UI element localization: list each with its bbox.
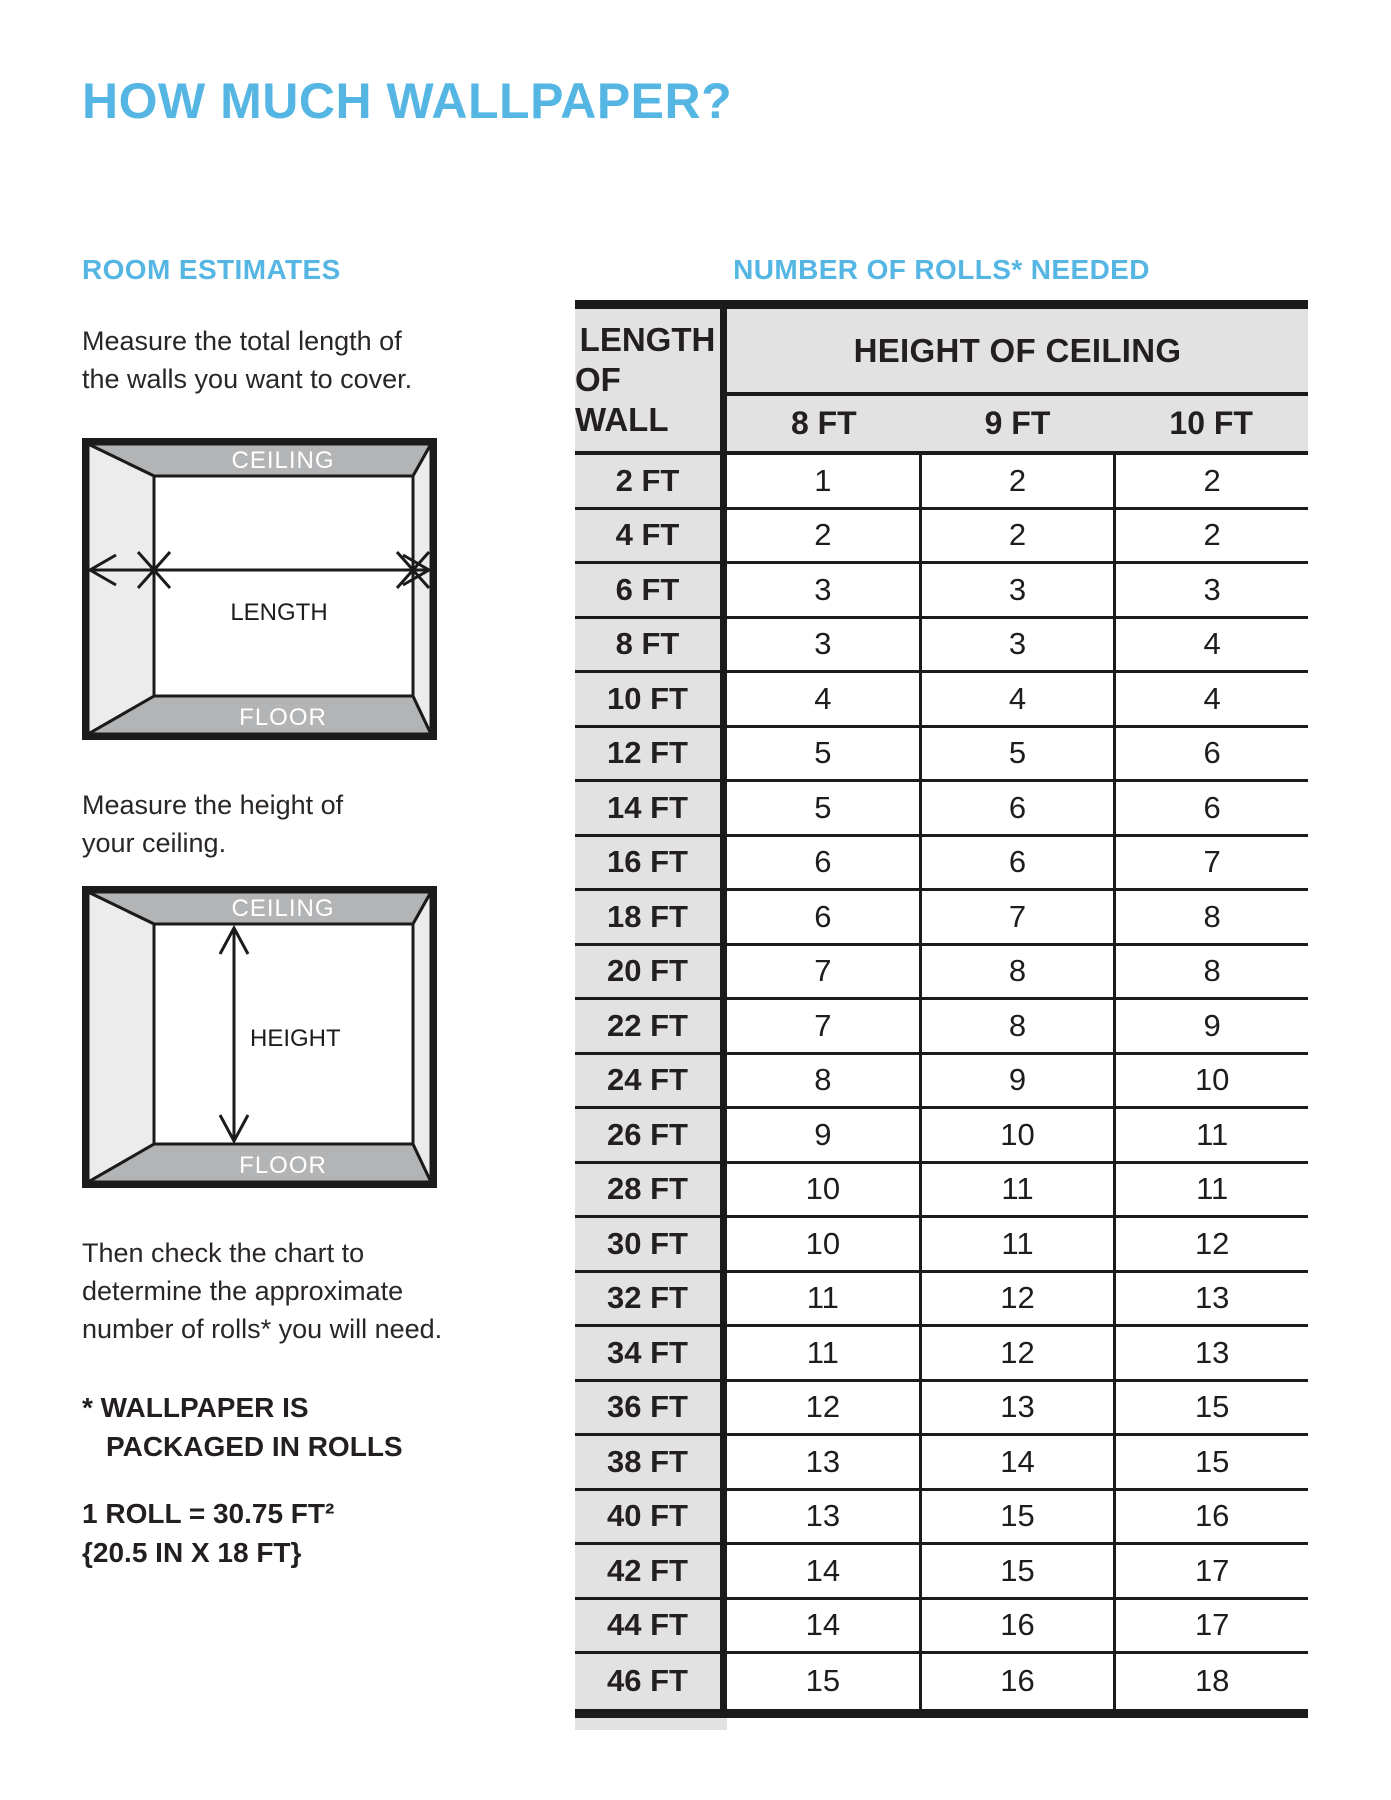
table-row: [575, 728, 1308, 783]
cell-value: 11: [919, 1164, 1114, 1216]
corner-header-line2: OF WALL: [575, 361, 669, 438]
table-row: [575, 1327, 1308, 1382]
page-title: HOW MUCH WALLPAPER?: [82, 73, 733, 129]
cell-value: 14: [919, 1436, 1114, 1488]
table-body: [575, 455, 1308, 1709]
row-label: 12 FT: [575, 728, 727, 780]
table-top-border: [575, 300, 1308, 309]
rolls-footnote-line1: * WALLPAPER IS: [82, 1392, 309, 1423]
ceiling-label: CEILING: [231, 895, 335, 922]
instruction-height: [82, 786, 343, 862]
cell-value: 4: [919, 673, 1114, 725]
cell-value: 2: [919, 510, 1114, 562]
cell-value: 5: [727, 728, 919, 780]
rolls-footnote-line2: PACKAGED IN ROLLS: [106, 1431, 403, 1462]
table-row: [575, 1491, 1308, 1546]
col-header-8ft: 8 FT: [790, 405, 857, 441]
corner-header-line1: LENGTH: [579, 321, 716, 358]
cell-value: 4: [1113, 673, 1308, 725]
rolls-table: [575, 300, 1308, 1730]
cell-value: 13: [919, 1382, 1114, 1434]
cell-value: 2: [919, 455, 1114, 507]
instruction-length: [82, 322, 412, 398]
right-wall: [413, 892, 431, 1182]
cell-value: 13: [727, 1491, 919, 1543]
row-label: 32 FT: [575, 1273, 727, 1325]
cell-value: 7: [727, 946, 919, 998]
row-label: 10 FT: [575, 673, 727, 725]
table-row: [575, 891, 1308, 946]
cell-value: 13: [727, 1436, 919, 1488]
back-wall: [154, 476, 413, 696]
instruction-length-line2: the walls you want to cover.: [82, 364, 413, 394]
row-label: 8 FT: [575, 619, 727, 671]
room-estimates-heading: ROOM ESTIMATES: [82, 254, 341, 285]
cell-value: 16: [919, 1600, 1114, 1652]
cell-value: 2: [727, 510, 919, 562]
cell-value: 17: [1113, 1600, 1308, 1652]
col-header-10ft: 10 FT: [1169, 405, 1253, 441]
row-label: 44 FT: [575, 1600, 727, 1652]
table-row: [575, 1000, 1308, 1055]
instruction-chart: [82, 1234, 442, 1348]
cell-value: 13: [1113, 1327, 1308, 1379]
row-label: 38 FT: [575, 1436, 727, 1488]
floor-label: FLOOR: [239, 1152, 327, 1179]
instruction-height-line2: your ceiling.: [82, 828, 227, 858]
cell-value: 8: [727, 1055, 919, 1107]
cell-value: 4: [727, 673, 919, 725]
cell-value: 4: [1113, 619, 1308, 671]
instruction-chart-line1: Then check the chart to: [82, 1238, 365, 1268]
column-headers: [727, 396, 1308, 451]
cell-value: 11: [1113, 1109, 1308, 1161]
height-diagram: [82, 886, 437, 1188]
row-label: 2 FT: [575, 455, 727, 507]
cell-value: 12: [919, 1273, 1114, 1325]
row-label: 26 FT: [575, 1109, 727, 1161]
cell-value: 10: [727, 1164, 919, 1216]
floor-label: FLOOR: [239, 704, 327, 731]
roll-size-info: [82, 1494, 334, 1572]
length-diagram: [82, 438, 437, 740]
cell-value: 6: [727, 837, 919, 889]
table-row: [575, 1218, 1308, 1273]
row-label: 28 FT: [575, 1164, 727, 1216]
row-label: 18 FT: [575, 891, 727, 943]
cell-value: 3: [919, 619, 1114, 671]
instruction-chart-line3: number of rolls* you will need.: [82, 1314, 443, 1344]
row-label: 16 FT: [575, 837, 727, 889]
cell-value: 12: [919, 1327, 1114, 1379]
cell-value: 11: [1113, 1164, 1308, 1216]
cell-value: 6: [1113, 782, 1308, 834]
cell-value: 5: [727, 782, 919, 834]
cell-value: 11: [919, 1218, 1114, 1270]
row-label: 42 FT: [575, 1545, 727, 1597]
cell-value: 14: [727, 1545, 919, 1597]
height-label: HEIGHT: [250, 1025, 341, 1052]
cell-value: 8: [919, 946, 1114, 998]
cell-value: 8: [1113, 891, 1308, 943]
roll-size-line2: {20.5 IN X 18 FT}: [82, 1537, 302, 1568]
cell-value: 3: [727, 619, 919, 671]
cell-value: 6: [919, 837, 1114, 889]
cell-value: 8: [919, 1000, 1114, 1052]
cell-value: 11: [727, 1327, 919, 1379]
table-row: [575, 619, 1308, 674]
table-row: [575, 455, 1308, 510]
table-row: [575, 837, 1308, 892]
height-diagram-svg: [82, 886, 437, 1188]
rolls-needed-heading: NUMBER OF ROLLS* NEEDED: [733, 254, 1150, 285]
length-diagram-svg: [82, 438, 437, 740]
table-row: [575, 1600, 1308, 1655]
row-label: 4 FT: [575, 510, 727, 562]
cell-value: 3: [1113, 564, 1308, 616]
cell-value: 2: [1113, 455, 1308, 507]
length-label: LENGTH: [230, 599, 328, 626]
rolls-footnote: [82, 1388, 403, 1466]
table-row: [575, 564, 1308, 619]
cell-value: 9: [1113, 1000, 1308, 1052]
row-label: 14 FT: [575, 782, 727, 834]
table-row: [575, 1273, 1308, 1328]
table-row: [575, 673, 1308, 728]
left-wall: [88, 444, 154, 734]
instruction-length-line1: Measure the total length of: [82, 326, 402, 356]
table-row: [575, 946, 1308, 1001]
cell-value: 10: [1113, 1055, 1308, 1107]
cell-value: 13: [1113, 1273, 1308, 1325]
cell-value: 1: [727, 455, 919, 507]
cell-value: 11: [727, 1273, 919, 1325]
row-label: 36 FT: [575, 1382, 727, 1434]
table-row: [575, 1382, 1308, 1437]
cell-value: 6: [1113, 728, 1308, 780]
cell-value: 18: [1113, 1654, 1308, 1709]
table-row: [575, 1164, 1308, 1219]
table-row: [575, 1436, 1308, 1491]
cell-value: 16: [919, 1654, 1114, 1709]
cell-value: 15: [1113, 1436, 1308, 1488]
table-row: [575, 1654, 1308, 1709]
row-label: 20 FT: [575, 946, 727, 998]
table-bottom-border: [575, 1709, 1308, 1718]
row-label: 40 FT: [575, 1491, 727, 1543]
row-label: 34 FT: [575, 1327, 727, 1379]
roll-size-line1: 1 ROLL = 30.75 FT²: [82, 1498, 335, 1529]
cell-value: 10: [919, 1109, 1114, 1161]
cell-value: 7: [919, 891, 1114, 943]
table-row: [575, 1109, 1308, 1164]
cell-value: 7: [1113, 837, 1308, 889]
cell-value: 10: [727, 1218, 919, 1270]
right-wall: [413, 444, 431, 734]
cell-value: 3: [919, 564, 1114, 616]
cell-value: 15: [919, 1491, 1114, 1543]
cell-value: 14: [727, 1600, 919, 1652]
cell-value: 5: [919, 728, 1114, 780]
cell-value: 7: [727, 1000, 919, 1052]
instruction-height-line1: Measure the height of: [82, 790, 344, 820]
row-label: 30 FT: [575, 1218, 727, 1270]
cell-value: 6: [919, 782, 1114, 834]
instruction-chart-line2: determine the approximate: [82, 1276, 404, 1306]
row-label: 24 FT: [575, 1055, 727, 1107]
corner-header: [575, 309, 727, 451]
cell-value: 6: [727, 891, 919, 943]
cell-value: 3: [727, 564, 919, 616]
cell-value: 16: [1113, 1491, 1308, 1543]
table-header-right: [727, 309, 1308, 451]
cell-value: 17: [1113, 1545, 1308, 1597]
row-label: 6 FT: [575, 564, 727, 616]
ceiling-label: CEILING: [231, 447, 335, 474]
table-row: [575, 510, 1308, 565]
cell-value: 15: [1113, 1382, 1308, 1434]
cell-value: 15: [727, 1654, 919, 1709]
cell-value: 12: [727, 1382, 919, 1434]
left-wall: [88, 892, 154, 1182]
table-row: [575, 782, 1308, 837]
table-header: [575, 309, 1308, 455]
row-label: 46 FT: [575, 1654, 727, 1709]
row-label: 22 FT: [575, 1000, 727, 1052]
cell-value: 9: [919, 1055, 1114, 1107]
cell-value: 2: [1113, 510, 1308, 562]
cell-value: 15: [919, 1545, 1114, 1597]
table-row: [575, 1545, 1308, 1600]
cell-value: 8: [1113, 946, 1308, 998]
table-corner-stub: [575, 1718, 727, 1730]
group-header: HEIGHT OF CEILING: [727, 309, 1308, 396]
cell-value: 12: [1113, 1218, 1308, 1270]
cell-value: 9: [727, 1109, 919, 1161]
table-row: [575, 1055, 1308, 1110]
col-header-9ft: 9 FT: [984, 405, 1051, 441]
